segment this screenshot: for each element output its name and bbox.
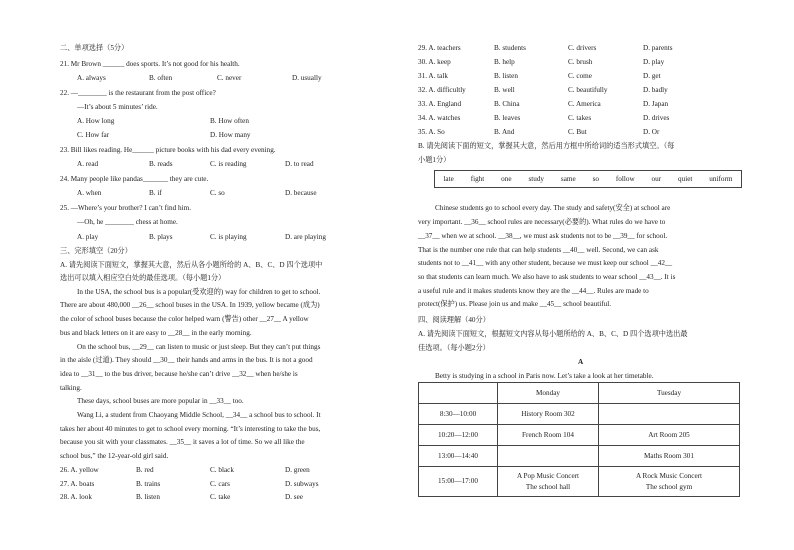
passage-a-label: A [578, 358, 584, 366]
cloze-line-5: On the school bus, __29__ can listen to music or just sleep. But they can’t put things [77, 343, 321, 351]
q28-option-b: B. listen [136, 493, 160, 501]
q30-option-b: B. help [494, 58, 515, 66]
q27-option-c: C. cars [210, 480, 230, 488]
table-cell: 10:20—12:00 [419, 425, 498, 446]
table-cell-event: A Rock Music Concert [635, 472, 703, 481]
cloze-line-13: school bus,” the 12-year-old girl said. [60, 452, 169, 460]
table-cell: History Room 302 [498, 404, 599, 425]
q35-option-d: D. Or [643, 128, 660, 136]
cloze-line-10: Wang Li, a student from Chaoyang Middle School, __34__ a school bus to school. It [77, 411, 321, 419]
table-header-cell [419, 383, 498, 404]
table-header-cell: Tuesday [599, 383, 740, 404]
cloze-line-8: talking. [60, 384, 82, 392]
section-4-instruction: A. 请先阅读下面短文，根据短文内容从每小题所给的 A、B、C、D 四个选项中选出最 [418, 330, 688, 338]
word-box-item: quiet [678, 174, 693, 183]
q34-option-d: D. drives [643, 114, 670, 122]
question-21: 21. Mr Brown ______ does sports. It’s not good for his health. [60, 60, 240, 68]
q33-option-d: D. Japan [643, 100, 669, 108]
q21-option-b: B. often [149, 74, 173, 82]
question-22-answer: —It’s about 5 minutes’ ride. [77, 103, 158, 111]
q23-option-b: B. reads [149, 160, 173, 168]
q31-option-d: D. get [643, 72, 661, 80]
q28-option-c: C. take [210, 493, 231, 501]
q34-option-c: C. takes [568, 114, 592, 122]
q21-option-c: C. never [217, 74, 242, 82]
table-cell-venue: The school gym [645, 482, 693, 491]
passage-b-line-7: a useful rule and it makes students know they are the __44__. Rules are made to [418, 287, 649, 295]
q22-option-c: C. How far [77, 131, 110, 139]
section-3-instruction-cont: 选出可以填入相应空白处的最佳选项。（每小题1分） [60, 274, 226, 282]
q23-option-d: D. to read [285, 160, 314, 168]
cloze-line-1: In the USA, the school bus is a popular(受欢迎的) way for children to get to school. [77, 288, 321, 296]
table-header-cell: Monday [498, 383, 599, 404]
q25-option-b: B. plays [149, 233, 173, 241]
question-24: 24. Many people like pandas_______ they are cute. [60, 175, 209, 183]
q29-option-d: D. parents [643, 44, 673, 52]
q24-option-a: A. when [77, 189, 102, 197]
q31-option-c: C. come [568, 72, 592, 80]
q25-option-a: A. play [77, 233, 99, 241]
q32-option-a: 32. A. difficultly [418, 86, 466, 94]
q27-option-a: 27. A. boats [60, 480, 95, 488]
section-3-instruction: A. 请先阅读下面短文，掌握其大意，然后从各小题所给的 A、B、C、D 四个选项中 [60, 261, 323, 269]
section-4-title: 四、阅读理解（40分） [418, 316, 490, 324]
cloze-line-2: There are about 480,000 __26__ school buses in the USA. In 1939, yellow became (成为) [60, 301, 320, 309]
passage-b-line-8: protect(保护) us. Please join us and make __45__ school beautiful. [418, 300, 612, 308]
q23-option-c: C. is reading [210, 160, 247, 168]
word-box-item: follow [615, 174, 635, 183]
table-cell [599, 467, 740, 497]
table-cell [498, 467, 599, 497]
q26-option-b: B. red [136, 466, 154, 474]
question-22: 22. —________ is the restaurant from the post office? [60, 89, 216, 97]
cloze-line-4: bus and black letters on it are easy to __28__ in the early morning. [60, 329, 252, 337]
table-row [419, 467, 740, 497]
q30-option-a: 30. A. keep [418, 58, 451, 66]
q32-option-c: C. beautifully [568, 86, 608, 94]
q30-option-c: C. brush [568, 58, 593, 66]
word-box-item: one [501, 174, 512, 183]
passage-b-line-6: so that students can learn much. We also have to ask students to wear school __43__. It is [418, 273, 676, 281]
q31-option-a: 31. A. talk [418, 72, 448, 80]
timetable [418, 382, 740, 497]
q34-option-a: 34. A. watches [418, 114, 461, 122]
table-cell: 8:30—10:00 [419, 404, 498, 425]
cloze-line-7: idea to __31__ to the bus driver, because he/she can’t drive __32__ when he/she is [60, 370, 298, 378]
section-2-title: 二、单项选择（5分） [60, 44, 129, 52]
word-box [434, 170, 742, 188]
table-row [419, 404, 740, 425]
question-23: 23. Bill likes reading. He______ picture books with his dad every evening. [60, 146, 276, 154]
q26-option-c: C. black [210, 466, 234, 474]
q22-option-d: D. How many [210, 131, 251, 139]
table-cell: 15:00—17:00 [419, 467, 498, 497]
section-b-instruction-cont: 小题1分） [418, 156, 451, 164]
word-box-item: uniform [709, 174, 733, 183]
q29-option-c: C. drivers [568, 44, 597, 52]
q27-option-b: B. trains [136, 480, 161, 488]
passage-b-line-2: very important. __36__ school rules are necessary(必要的). What rules do we have to [418, 218, 666, 226]
q33-option-b: B. China [494, 100, 520, 108]
q26-option-d: D. green [285, 466, 310, 474]
table-cell [498, 446, 599, 467]
q21-option-a: A. always [77, 74, 106, 82]
q23-option-a: A. read [77, 160, 99, 168]
table-cell: Art Room 205 [599, 425, 740, 446]
q35-option-c: C. But [568, 128, 587, 136]
q33-option-a: 33. A. England [418, 100, 462, 108]
q24-option-d: D. because [285, 189, 317, 197]
q29-option-b: B. students [494, 44, 526, 52]
section-b-instruction: B. 请先阅读下面的短文，掌握其大意，然后用方框中所给词的适当形式填空。（每 [418, 142, 675, 150]
q25-option-d: D. are playing [285, 233, 326, 241]
table-cell-venue: The school hall [525, 482, 571, 491]
question-25: 25. —Where’s your brother? I can’t find him. [60, 204, 191, 212]
q34-option-b: B. leaves [494, 114, 521, 122]
q28-option-d: D. see [285, 493, 303, 501]
table-cell: French Room 104 [498, 425, 599, 446]
passage-b-line-1: Chinese students go to school every day. The study and safety(安全) at school are [435, 204, 671, 212]
word-box-item: study [528, 174, 545, 183]
passage-b-line-5: students not to __41__ with any other student, because we must keep our school __42__ [418, 259, 673, 267]
word-box-item: fight [470, 174, 485, 183]
passage-b-line-3: __37__ when we at school. __38__, we must ask students not to be __39__ for school. [418, 232, 668, 240]
q28-option-a: 28. A. look [60, 493, 92, 501]
q29-option-a: 29. A. teachers [418, 44, 461, 52]
passage-b-line-4: That is the number one rule that can help students __40__ well. Second, we can ask [418, 246, 659, 254]
word-box-item: our [651, 174, 662, 183]
q25-option-c: C. is playing [210, 233, 247, 241]
q35-option-b: B. And [494, 128, 515, 136]
table-row [419, 446, 740, 467]
passage-a-intro: Betty is studying in a school in Paris now. Let’s take a look at her timetable. [435, 372, 654, 380]
cloze-line-3: the color of school buses because the color helped warn (警告) other __27__ A yellow [60, 315, 309, 323]
q24-option-c: C. so [210, 189, 225, 197]
table-cell [599, 404, 740, 425]
q27-option-d: D. subways [285, 480, 319, 488]
cloze-line-9: These days, school buses are more popular in __33__ too. [77, 397, 244, 405]
q24-option-b: B. if [149, 189, 162, 197]
word-box-item: late [443, 174, 454, 183]
q33-option-c: C. America [568, 100, 601, 108]
q35-option-a: 35. A. So [418, 128, 445, 136]
q21-option-d: D. usually [292, 74, 322, 82]
q22-option-a: A. How long [77, 117, 115, 125]
word-box-item: so [592, 174, 599, 183]
q22-option-b: B. How often [210, 117, 249, 125]
cloze-line-6: in the aisle (过道). They should __30__ their hands and arms in the bus. It is not a good [60, 356, 313, 364]
table-cell: 13:00—14:40 [419, 446, 498, 467]
table-row [419, 425, 740, 446]
cloze-line-11: takes her about 40 minutes to get to school every morning. “It’s interesting to take the bus, [60, 425, 321, 433]
question-25-answer: —Oh, he ________ chess at home. [77, 218, 178, 226]
word-box-item: same [560, 174, 576, 183]
q32-option-b: B. well [494, 86, 515, 94]
q26-option-a: 26. A. yellow [60, 466, 99, 474]
cloze-line-12: because you sit with your classmates. __35__ it saves a lot of time. So we all like the [60, 438, 305, 446]
table-row [419, 383, 740, 404]
q32-option-d: D. badly [643, 86, 668, 94]
q30-option-d: D. play [643, 58, 665, 66]
table-cell-event: A Pop Music Concert [516, 472, 580, 481]
section-4-instruction-cont: 佳选项。（每小题2分） [418, 344, 490, 352]
q31-option-b: B. listen [494, 72, 518, 80]
table-cell: Maths Room 301 [599, 446, 740, 467]
section-3-title: 三、完形填空（20分） [60, 247, 132, 255]
